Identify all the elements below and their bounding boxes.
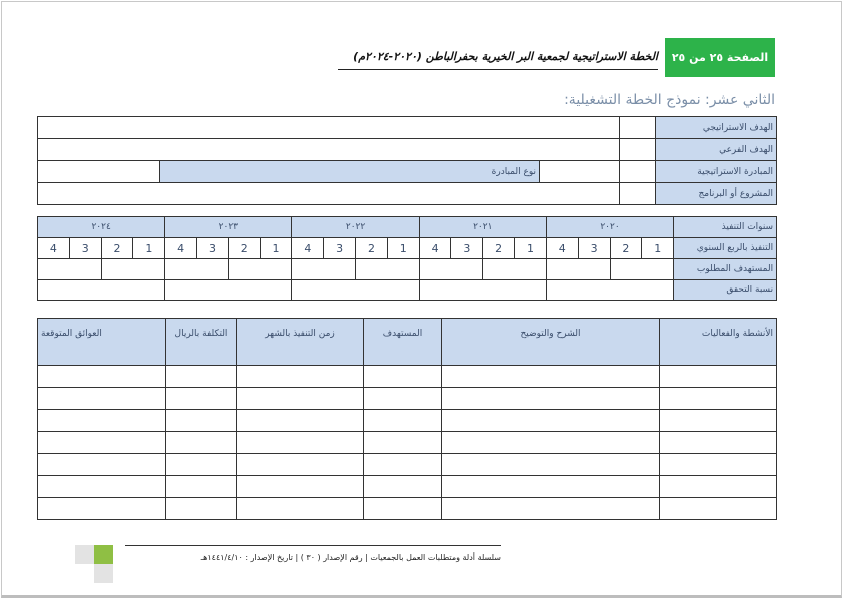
sub-goal-label: الهدف الفرعي — [656, 139, 777, 161]
table-cell[interactable] — [364, 454, 442, 476]
table-cell[interactable] — [237, 432, 364, 454]
column-header: العوائق المتوقعة — [38, 319, 166, 366]
quarter-cell: 2 — [228, 238, 260, 259]
table-row — [38, 388, 777, 410]
table-row — [38, 280, 777, 301]
table-row — [38, 410, 777, 432]
table-cell[interactable] — [38, 498, 166, 520]
footer-logo-square — [94, 545, 113, 564]
table-cell[interactable] — [237, 476, 364, 498]
table-cell[interactable] — [38, 280, 165, 301]
table-row — [38, 259, 777, 280]
table-cell[interactable] — [101, 259, 165, 280]
table-cell[interactable] — [237, 366, 364, 388]
table-cell[interactable] — [38, 410, 166, 432]
table-row — [38, 454, 777, 476]
table-cell[interactable] — [166, 498, 237, 520]
table-cell[interactable] — [660, 366, 777, 388]
quarter-cell: 3 — [578, 238, 610, 259]
table-row — [38, 476, 777, 498]
table-row — [38, 161, 777, 183]
table-header-row — [38, 319, 777, 366]
table-cell[interactable] — [166, 410, 237, 432]
quarter-cell: 1 — [133, 238, 165, 259]
footer-logo-square — [94, 564, 113, 583]
footer-text: سلسلة أدلة ومتطلبات العمل بالجمعيات | رقم الإصدار ( ٣٠ ) | تاريخ الإصدار : ١٤٤١/٤/١٠هـ — [200, 553, 501, 562]
table-cell[interactable] — [442, 410, 660, 432]
year-2023: ٢٠٢٣ — [165, 217, 292, 238]
page-number-badge: الصفحة ٢٥ من ٢٥ — [665, 38, 775, 77]
initiative-type-label: نوع المبادرة — [160, 161, 540, 183]
table-cell[interactable] — [660, 498, 777, 520]
quarter-cell: 4 — [292, 238, 324, 259]
table-row — [38, 139, 777, 161]
year-2020: ٢٠٢٠ — [546, 217, 673, 238]
table-cell[interactable] — [364, 366, 442, 388]
quarter-cell: 3 — [451, 238, 483, 259]
column-header: زمن التنفيذ بالشهر — [237, 319, 364, 366]
table-cell[interactable] — [166, 432, 237, 454]
table-cell[interactable] — [364, 432, 442, 454]
header-divider — [338, 69, 658, 70]
quarter-label: التنفيذ بالربع السنوي — [674, 238, 777, 259]
quarter-cell: 1 — [260, 238, 292, 259]
table-cell[interactable] — [364, 476, 442, 498]
project-program-label: المشروع أو البرنامج — [656, 183, 777, 205]
table-cell[interactable] — [38, 454, 166, 476]
years-label: سنوات التنفيذ — [674, 217, 777, 238]
table-cell[interactable] — [442, 366, 660, 388]
quarter-cell: 4 — [165, 238, 197, 259]
column-header: التكلفة بالريال — [166, 319, 237, 366]
footer-logo-square — [75, 545, 94, 564]
table-cell[interactable] — [546, 280, 673, 301]
table-cell[interactable] — [292, 280, 419, 301]
table-cell[interactable] — [38, 366, 166, 388]
table-cell[interactable] — [237, 388, 364, 410]
table-cell[interactable] — [442, 432, 660, 454]
table-row — [38, 498, 777, 520]
quarter-cell: 1 — [515, 238, 547, 259]
table-row — [38, 217, 777, 238]
table-cell[interactable] — [610, 259, 674, 280]
table-cell[interactable] — [356, 259, 420, 280]
section-title: الثاني عشر: نموذج الخطة التشغيلية: — [564, 92, 775, 108]
strategic-initiative-value[interactable] — [540, 161, 620, 183]
years-table — [37, 216, 777, 301]
quarter-cell: 2 — [356, 238, 388, 259]
table-row — [38, 366, 777, 388]
year-2024: ٢٠٢٤ — [38, 217, 165, 238]
initiative-type-value[interactable] — [38, 161, 160, 183]
table-cell[interactable] — [166, 476, 237, 498]
table-cell[interactable] — [483, 259, 547, 280]
strategic-initiative-label: المبادرة الاستراتيجية — [656, 161, 777, 183]
table-cell[interactable] — [166, 388, 237, 410]
quarter-cell: 1 — [387, 238, 419, 259]
footer-divider — [125, 545, 501, 546]
table-cell[interactable] — [620, 161, 656, 183]
quarter-cell: 3 — [69, 238, 101, 259]
table-cell[interactable] — [620, 183, 656, 205]
strategic-goal-value[interactable] — [38, 117, 620, 139]
table-cell[interactable] — [364, 388, 442, 410]
quarter-cell: 1 — [642, 238, 674, 259]
sub-goal-value[interactable] — [38, 139, 620, 161]
table-cell[interactable] — [660, 410, 777, 432]
table-row — [38, 183, 777, 205]
table-cell[interactable] — [620, 139, 656, 161]
year-2021: ٢٠٢١ — [419, 217, 546, 238]
quarter-cell: 2 — [610, 238, 642, 259]
table-cell[interactable] — [442, 388, 660, 410]
strategic-goal-label: الهدف الاستراتيجي — [656, 117, 777, 139]
table-cell[interactable] — [546, 259, 610, 280]
quarter-cell: 3 — [324, 238, 356, 259]
table-cell[interactable] — [660, 432, 777, 454]
document-title: الخطة الاستراتيجية لجمعية البر الخيرية بحفرالباطن (٢٠٢٠-٢٠٢٤م) — [353, 50, 658, 63]
table-cell[interactable] — [442, 498, 660, 520]
year-2022: ٢٠٢٢ — [292, 217, 419, 238]
column-header: الشرح والتوضيح — [442, 319, 660, 366]
quarter-cell: 4 — [419, 238, 451, 259]
quarter-cell: 2 — [101, 238, 133, 259]
table-cell[interactable] — [38, 476, 166, 498]
table-cell[interactable] — [237, 498, 364, 520]
table-cell[interactable] — [237, 410, 364, 432]
target-label: المستهدف المطلوب — [674, 259, 777, 280]
table-row — [38, 117, 777, 139]
table-cell[interactable] — [364, 410, 442, 432]
table-cell[interactable] — [38, 259, 102, 280]
table-row — [38, 432, 777, 454]
quarter-cell: 2 — [483, 238, 515, 259]
column-header: الأنشطة والفعاليات — [660, 319, 777, 366]
table-cell[interactable] — [292, 259, 356, 280]
quarter-cell: 3 — [197, 238, 229, 259]
table-cell[interactable] — [660, 476, 777, 498]
table-cell[interactable] — [237, 454, 364, 476]
achievement-label: نسبة التحقق — [674, 280, 777, 301]
quarter-cell: 4 — [546, 238, 578, 259]
goals-table — [37, 116, 777, 205]
table-cell[interactable] — [442, 476, 660, 498]
table-cell[interactable] — [419, 280, 546, 301]
table-cell[interactable] — [166, 454, 237, 476]
table-cell[interactable] — [38, 432, 166, 454]
table-cell[interactable] — [660, 454, 777, 476]
column-header: المستهدف — [364, 319, 442, 366]
table-cell[interactable] — [38, 388, 166, 410]
table-cell[interactable] — [228, 259, 292, 280]
table-cell[interactable] — [364, 498, 442, 520]
table-cell[interactable] — [419, 259, 483, 280]
activities-table — [37, 318, 777, 520]
table-cell[interactable] — [166, 366, 237, 388]
table-row — [38, 238, 777, 259]
table-cell[interactable] — [442, 454, 660, 476]
table-cell[interactable] — [620, 117, 656, 139]
table-cell[interactable] — [165, 280, 292, 301]
project-program-value[interactable] — [38, 183, 620, 205]
table-cell[interactable] — [165, 259, 229, 280]
quarter-cell: 4 — [38, 238, 70, 259]
table-cell[interactable] — [660, 388, 777, 410]
